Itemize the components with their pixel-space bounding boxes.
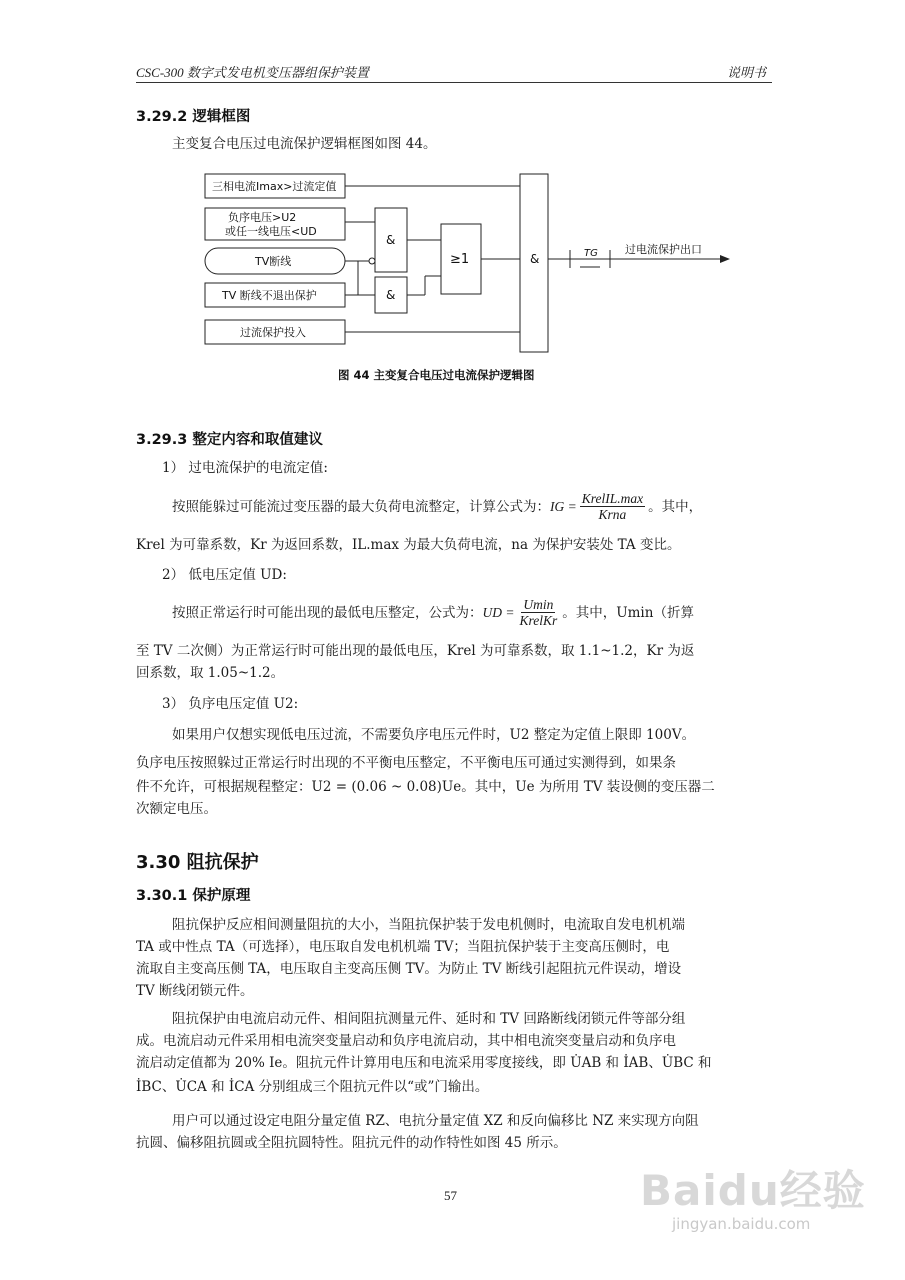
item-1-text-c: Krel 为可靠系数，Kr 为返回系数，IL.max 为最大负荷电流，na 为保护安装处 TA 变比。 <box>136 537 681 553</box>
item-3-text-d: 次额定电压。 <box>136 801 217 817</box>
input-label-enable: 过流保护投入 <box>240 326 306 339</box>
para-3-line-1: 用户可以通过设定电阻分量定值 RZ、电抗分量定值 XZ 和反向偏移比 NZ 来实现方向阻 <box>172 1113 699 1129</box>
logic-diagram <box>200 170 740 360</box>
input-label-voltage-1: 负序电压>U2 <box>228 211 297 224</box>
section-heading-3-29-3: 3.29.3 整定内容和取值建议 <box>136 432 323 448</box>
input-label-overcurrent: 三相电流Imax>过流定值 <box>212 180 337 193</box>
formula-ud-lhs: UD = <box>482 604 515 620</box>
para-1-line-4: TV 断线闭锁元件。 <box>136 983 254 999</box>
item-3-text-a: 如果用户仅想实现低电压过流，不需要负序电压元件时，U2 整定为定值上限即 100V。 <box>172 727 696 743</box>
and-gate-3-label: & <box>530 252 540 266</box>
header-rule <box>136 82 772 83</box>
input-label-tv-not-exit: TV 断线不退出保护 <box>222 289 317 302</box>
formula-ig-fraction <box>580 491 645 522</box>
item-1-title: 1） 过电流保护的电流定值: <box>162 460 328 476</box>
item-1-text-b: 。其中， <box>648 498 703 515</box>
section-heading-3-29-2: 3.29.2 逻辑框图 <box>136 109 251 125</box>
para-1-line-2: TA 或中性点 TA（可选择），电压取自发电机机端 TV；当阻抗保护装于主变高压侧时，电 <box>136 939 670 955</box>
output-label: 过电流保护出口 <box>625 243 702 256</box>
item-2-formula-line <box>172 597 694 628</box>
item-3-text-b: 负序电压按照躲过正常运行时出现的不平衡电压整定，不平衡电压可通过实测得到，如果条 <box>136 755 676 771</box>
section-heading-3-30-1: 3.30.1 保护原理 <box>136 888 251 904</box>
formula-ig-lhs: IG = <box>550 498 577 514</box>
item-3-text-c: 件不允许，可根据规程整定：U2 = (0.06 ~ 0.08)Ue。其中，Ue 为所用 TV 装设侧的变压器二 <box>136 779 715 795</box>
formula-ig-denominator: Krna <box>598 507 627 522</box>
section-heading-3-30: 3.30 阻抗保护 <box>136 852 259 873</box>
output-arrow-icon <box>720 255 730 263</box>
para-2-line-1: 阻抗保护由电流启动元件、相间阻抗测量元件、延时和 TV 回路断线闭锁元件等部分组 <box>172 1011 686 1027</box>
formula-ud-fraction <box>517 597 559 628</box>
and-gate-1-label: & <box>386 233 396 247</box>
para-2-line-2: 成。电流启动元件采用相电流突变量启动和负序电流启动，其中相电流突变量启动和负序电 <box>136 1033 676 1049</box>
item-2-title: 2） 低电压定值 UD: <box>162 567 287 583</box>
watermark-logo: Baidu经验 <box>640 1166 866 1215</box>
header-doc-type: 说明书 <box>727 65 767 80</box>
watermark-url: jingyan.baidu.com <box>672 1215 811 1233</box>
page-number: 57 <box>444 1188 457 1203</box>
header-title: CSC-300 数字式发电机变压器组保护装置 <box>136 65 369 80</box>
para-2-line-4: İBC、U̇CA 和 İCA 分别组成三个阻抗元件以“或”门输出。 <box>136 1079 489 1095</box>
formula-ud-numerator: Umin <box>523 597 554 612</box>
item-3-title: 3） 负序电压定值 U2: <box>162 696 299 712</box>
item-2-text-c: 至 TV 二次侧）为正常运行时可能出现的最低电压，Krel 为可靠系数，取 1.1~1.2，Kr 为返 <box>136 643 695 659</box>
formula-ig-numerator: KrelIL.max <box>581 491 644 506</box>
para-1-line-1: 阻抗保护反应相间测量阻抗的大小，当阻抗保护装于发电机侧时，电流取自发电机机端 <box>172 917 685 933</box>
para-2-line-3: 流启动定值都为 20% Ie。阻抗元件计算用电压和电流采用零度接线，即 U̇AB 和 İAB、U̇BC 和 <box>136 1055 712 1071</box>
para-1-line-3: 流取自主变高压侧 TA，电压取自主变高压侧 TV。为防止 TV 断线引起阻抗元件误动，增设 <box>136 961 682 977</box>
item-2-text-b: 。其中，Umin（折算 <box>562 604 694 621</box>
timer-label: TG <box>584 248 598 259</box>
and-gate-2-label: & <box>386 288 396 302</box>
figure-caption: 图 44 主变复合电压过电流保护逻辑图 <box>338 368 535 382</box>
input-label-voltage-2: 或任一线电压<UD <box>225 225 317 238</box>
para-3-line-2: 抗圆、偏移阻抗圆或全阻抗圆特性。阻抗元件的动作特性如图 45 所示。 <box>136 1135 567 1151</box>
input-label-tv-break: TV断线 <box>255 255 292 268</box>
diagram-intro: 主变复合电压过电流保护逻辑框图如图 44。 <box>172 136 437 152</box>
item-1-formula-line <box>172 491 702 522</box>
or-gate-label: ≥1 <box>450 252 470 267</box>
formula-ud-denominator: KrelKr <box>519 613 558 628</box>
item-1-text-a: 按照能躲过可能流过变压器的最大负荷电流整定，计算公式为： <box>172 498 550 515</box>
item-2-text-d: 回系数，取 1.05~1.2。 <box>136 665 285 681</box>
item-2-text-a: 按照正常运行时可能出现的最低电压整定，公式为： <box>172 604 483 621</box>
